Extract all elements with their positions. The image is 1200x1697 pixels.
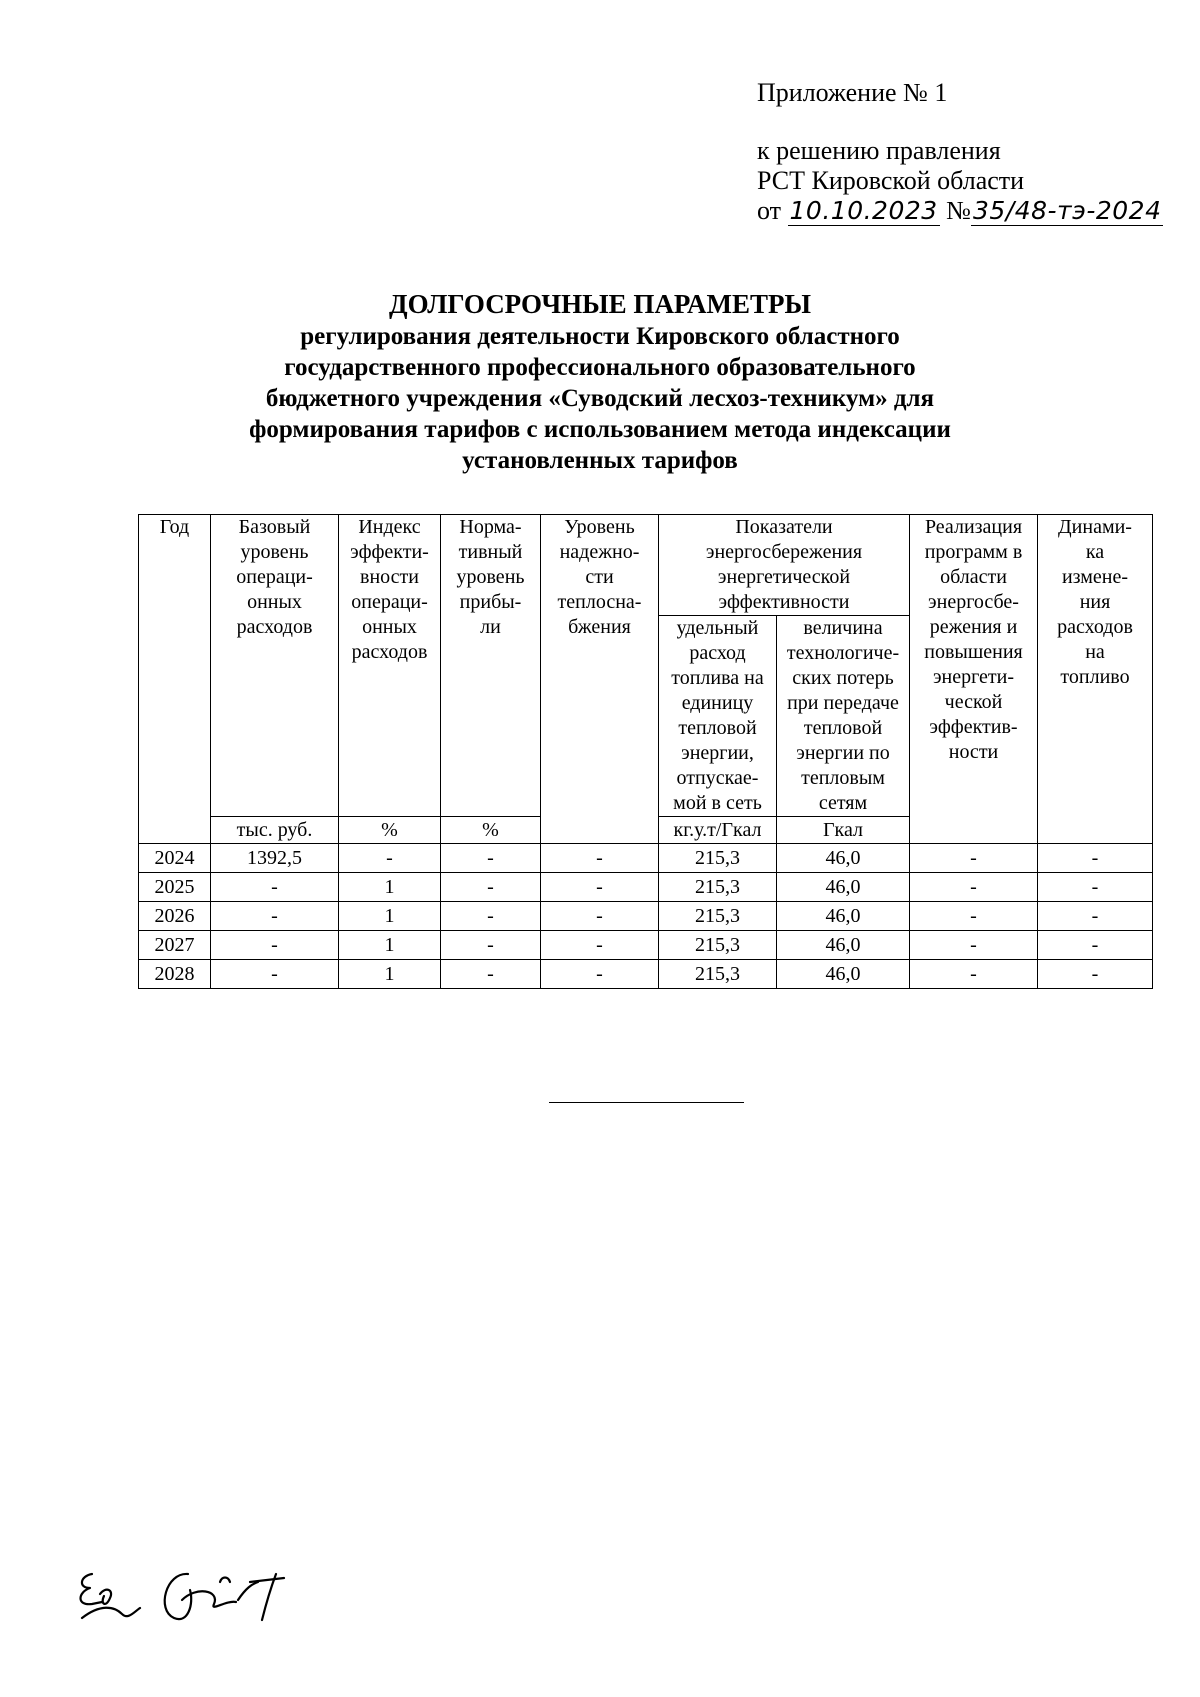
- handwritten-number: 35/48-тэ-2024: [972, 196, 1162, 225]
- cell-profit: -: [441, 844, 541, 873]
- header-fuel-rate-line: расход: [689, 642, 746, 664]
- header-profit-line: тивный: [458, 541, 523, 563]
- header-efficiency-index-line: операци-: [351, 591, 428, 613]
- header-programs-line: эффектив-: [929, 716, 1018, 738]
- header-base-level-line: уровень: [240, 541, 309, 563]
- cell-profit: -: [441, 902, 541, 931]
- header-energy-indicators-line: эффективности: [718, 591, 850, 613]
- cell-fuel-dynamics: -: [1038, 931, 1153, 960]
- header-programs-line: ности: [948, 741, 999, 763]
- cell-year: 2028: [139, 960, 211, 989]
- cell-year: 2025: [139, 873, 211, 902]
- annex-block: [757, 78, 1163, 226]
- cell-profit: -: [441, 873, 541, 902]
- header-fuel-dynamics-line: на: [1085, 641, 1105, 663]
- header-losses-line: тепловой: [803, 717, 883, 739]
- header-losses-line: тепловым: [801, 767, 885, 789]
- header-fuel-dynamics-line: Динами-: [1058, 516, 1132, 538]
- header-fuel-dynamics: [1038, 515, 1153, 844]
- header-programs-line: программ в: [924, 541, 1023, 563]
- unit-base-level: тыс. руб.: [211, 817, 339, 844]
- number-prefix: №: [946, 196, 971, 225]
- header-programs-line: энергосбе-: [928, 591, 1019, 613]
- header-fuel-rate-line: энергии,: [681, 742, 754, 764]
- heading-line-1: регулирования деятельности Кировского областного: [300, 323, 900, 350]
- cell-programs: -: [910, 873, 1038, 902]
- cell-programs: -: [910, 902, 1038, 931]
- header-losses-line: энергии по: [796, 742, 890, 764]
- annex-date-number: [757, 196, 1163, 226]
- header-fuel-rate-line: мой в сеть: [673, 792, 762, 814]
- cell-profit: -: [441, 931, 541, 960]
- header-reliability: [541, 515, 659, 844]
- cell-fuel-rate: 215,3: [659, 844, 777, 873]
- annex-title: Приложение № 1: [757, 78, 948, 107]
- header-fuel-dynamics-line: измене-: [1061, 566, 1129, 588]
- header-losses-line: при передаче: [787, 692, 899, 714]
- header-efficiency-index: [339, 515, 441, 817]
- cell-efficiency-index: 1: [339, 960, 441, 989]
- table-row: [139, 873, 1153, 902]
- cell-reliability: -: [541, 960, 659, 989]
- header-energy-indicators-line: энергосбережения: [705, 541, 863, 563]
- heading-line-4: формирования тарифов с использованием метода индексации: [249, 416, 951, 443]
- cell-year: 2027: [139, 931, 211, 960]
- header-efficiency-index-line: эффекти-: [350, 541, 429, 563]
- header-base-level-line: операци-: [236, 566, 313, 588]
- parameters-table: [138, 514, 1153, 989]
- cell-efficiency-index: 1: [339, 873, 441, 902]
- cell-fuel-dynamics: -: [1038, 873, 1153, 902]
- heading-line-5: установленных тарифов: [462, 447, 738, 474]
- header-efficiency-index-line: вности: [360, 566, 419, 588]
- heading-line-2: государственного профессионального образовательного: [284, 354, 916, 381]
- header-programs-line: энергети-: [932, 666, 1015, 688]
- header-fuel-dynamics-line: топливо: [1060, 666, 1130, 688]
- header-losses: [777, 616, 910, 817]
- header-energy-indicators-line: энергетической: [717, 566, 851, 588]
- cell-programs: -: [910, 844, 1038, 873]
- cell-base-level: -: [211, 873, 339, 902]
- cell-fuel-rate: 215,3: [659, 873, 777, 902]
- cell-losses: 46,0: [777, 844, 910, 873]
- cell-reliability: -: [541, 844, 659, 873]
- header-base-level-line: Базовый: [238, 516, 311, 538]
- header-efficiency-index-line: расходов: [351, 641, 428, 663]
- header-base-level-line: онных: [247, 591, 302, 613]
- header-profit-line: ли: [480, 616, 501, 638]
- cell-efficiency-index: -: [339, 844, 441, 873]
- heading-line-3: бюджетного учреждения «Суводский лесхоз-техникум» для: [265, 385, 935, 412]
- cell-fuel-dynamics: -: [1038, 902, 1153, 931]
- cell-programs: -: [910, 931, 1038, 960]
- header-reliability-line: бжения: [568, 616, 631, 638]
- header-fuel-dynamics-line: ка: [1085, 541, 1105, 563]
- date-prefix: от: [757, 196, 782, 225]
- header-programs-line: области: [940, 566, 1007, 588]
- header-fuel-rate-line: отпускае-: [676, 767, 759, 789]
- table-row: [139, 960, 1153, 989]
- header-losses-line: величина: [803, 617, 883, 639]
- header-energy-indicators: [659, 515, 910, 616]
- cell-programs: -: [910, 960, 1038, 989]
- header-programs-line: повышения: [924, 641, 1023, 663]
- header-efficiency-index-line: Индекс: [358, 516, 421, 538]
- cell-year: 2024: [139, 844, 211, 873]
- header-fuel-rate-line: топлива на: [671, 667, 764, 689]
- header-fuel-rate-line: удельный: [676, 617, 759, 639]
- header-base-level-line: расходов: [236, 616, 313, 638]
- header-programs-line: ческой: [944, 691, 1003, 713]
- cell-efficiency-index: 1: [339, 931, 441, 960]
- header-reliability-line: теплосна-: [557, 591, 642, 613]
- header-losses-line: технологиче-: [786, 642, 900, 664]
- unit-losses: Гкал: [777, 817, 910, 844]
- unit-efficiency-index: %: [339, 817, 441, 844]
- document-title: ДОЛГОСРОЧНЫЕ ПАРАМЕТРЫ: [389, 289, 811, 319]
- table-row: [139, 844, 1153, 873]
- header-fuel-dynamics-line: расходов: [1057, 616, 1133, 638]
- header-reliability-line: сти: [585, 566, 614, 588]
- table-row: [139, 931, 1153, 960]
- header-fuel-rate-line: тепловой: [678, 717, 757, 739]
- header-losses-line: сетям: [818, 792, 868, 814]
- cell-efficiency-index: 1: [339, 902, 441, 931]
- header-fuel-dynamics-line: ния: [1079, 591, 1111, 613]
- header-profit-line: уровень: [456, 566, 525, 588]
- cell-fuel-rate: 215,3: [659, 931, 777, 960]
- unit-profit: %: [441, 817, 541, 844]
- header-base-level: [211, 515, 339, 817]
- cell-reliability: -: [541, 873, 659, 902]
- cell-losses: 46,0: [777, 931, 910, 960]
- cell-losses: 46,0: [777, 960, 910, 989]
- cell-year: 2026: [139, 902, 211, 931]
- header-fuel-rate: [659, 616, 777, 817]
- header-profit-line: Норма-: [459, 516, 522, 538]
- cell-reliability: -: [541, 902, 659, 931]
- header-profit: [441, 515, 541, 817]
- cell-fuel-dynamics: -: [1038, 960, 1153, 989]
- cell-losses: 46,0: [777, 902, 910, 931]
- document-heading: [130, 288, 1070, 476]
- handwritten-signature: [70, 1560, 360, 1640]
- cell-fuel-rate: 215,3: [659, 960, 777, 989]
- header-reliability-line: Уровень: [564, 516, 635, 538]
- cell-fuel-dynamics: -: [1038, 844, 1153, 873]
- closing-rule: [549, 1102, 744, 1103]
- header-fuel-rate-line: единицу: [681, 692, 754, 714]
- header-efficiency-index-line: онных: [362, 616, 417, 638]
- header-programs-line: режения и: [929, 616, 1018, 638]
- unit-fuel-rate: кг.у.т/Гкал: [659, 817, 777, 844]
- table-row: [139, 902, 1153, 931]
- header-year: Год: [139, 515, 211, 844]
- handwritten-date: 10.10.2023: [789, 196, 938, 225]
- header-programs-line: Реализация: [924, 516, 1023, 538]
- annex-line-decision: к решению правления: [757, 136, 1001, 165]
- cell-base-level: -: [211, 902, 339, 931]
- annex-line-authority: РСТ Кировской области: [757, 166, 1025, 195]
- cell-base-level: 1392,5: [211, 844, 339, 873]
- cell-profit: -: [441, 960, 541, 989]
- header-programs: [910, 515, 1038, 844]
- header-profit-line: прибы-: [459, 591, 522, 613]
- header-losses-line: ских потерь: [792, 667, 894, 689]
- header-energy-indicators-line: Показатели: [735, 516, 833, 538]
- header-reliability-line: надежно-: [559, 541, 640, 563]
- cell-base-level: -: [211, 960, 339, 989]
- cell-losses: 46,0: [777, 873, 910, 902]
- cell-base-level: -: [211, 931, 339, 960]
- cell-fuel-rate: 215,3: [659, 902, 777, 931]
- cell-reliability: -: [541, 931, 659, 960]
